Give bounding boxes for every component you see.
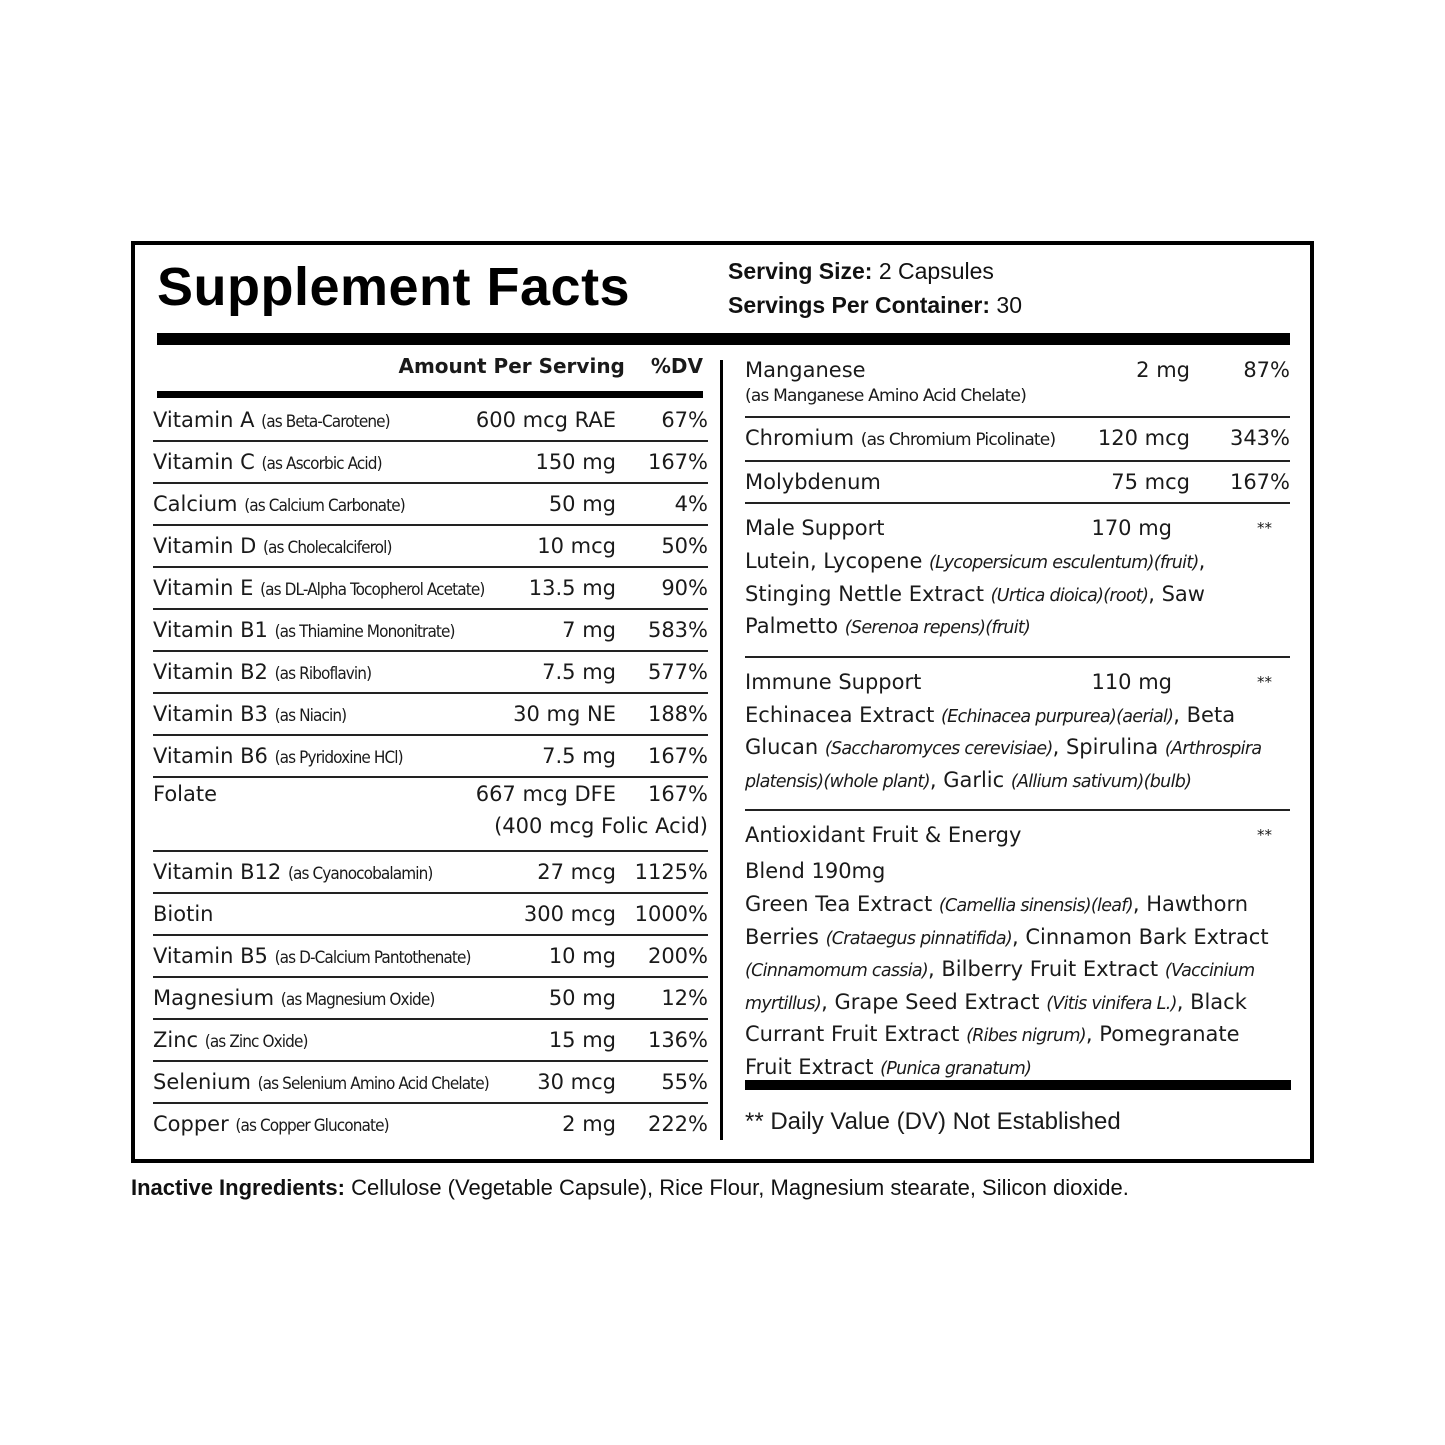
botanical-name: (Vaccinium myrtillus) (745, 961, 1255, 1014)
nutrient-amount: 27 mcg (537, 860, 616, 884)
dv-header: %DV (650, 354, 703, 378)
nutrient-name (153, 852, 537, 894)
nutrient-dv: 343% (1229, 426, 1290, 450)
ingredient-name: , Garlic (929, 767, 1011, 792)
botanical-name: (Echinacea purpurea)(aerial) (941, 706, 1174, 727)
nutrient-name (153, 484, 549, 526)
nutrient-amount: 13.5 mg (528, 576, 616, 600)
blend-dv: ** (1257, 826, 1272, 844)
nutrient-amount: 7.5 mg (542, 660, 616, 684)
nutrient-source: (as Calcium Carbonate) (244, 496, 405, 516)
name-text: Vitamin B1 (153, 618, 268, 642)
nutrient-name (153, 568, 529, 610)
blend-name: Immune Support (745, 669, 922, 694)
name-text: Vitamin B12 (153, 860, 282, 884)
nutrient-dv: 50% (661, 534, 708, 558)
nutrient-dv: 1000% (634, 902, 708, 926)
nutrient-name (153, 736, 542, 778)
nutrient-amount: 600 mcg RAE (475, 408, 616, 432)
column-divider (720, 360, 723, 1140)
nutrient-name (153, 526, 537, 568)
nutrient-row (153, 400, 708, 442)
nutrient-name: Manganese (745, 358, 866, 382)
nutrient-row (153, 526, 708, 568)
name-text: Chromium (745, 426, 855, 450)
nutrient-amount: 50 mg (548, 492, 616, 516)
nutrient-dv: 55% (661, 1070, 708, 1094)
nutrient-row (745, 462, 1290, 504)
nutrient-source: (as Niacin) (274, 706, 347, 726)
nutrient-name (153, 978, 549, 1020)
nutrient-name (153, 1062, 537, 1104)
name-text: Calcium (153, 492, 238, 516)
ingredient-name: , Grape Seed Extract (821, 989, 1047, 1014)
nutrient-row (745, 418, 1290, 462)
nutrient-row (153, 442, 708, 484)
botanical-name: (Vitis vinifera L.) (1046, 993, 1177, 1014)
name-text: Vitamin C (153, 450, 255, 474)
nutrient-dv: 222% (647, 1112, 708, 1136)
amount-header: Amount Per Serving (398, 354, 625, 378)
nutrient-row (153, 978, 708, 1020)
ingredient-name: , Hawthorn Berries (745, 892, 1249, 949)
nutrient-row (153, 484, 708, 526)
nutrient-row (153, 694, 708, 736)
nutrient-dv: 136% (647, 1028, 708, 1052)
botanical-name: (Saccharomyces cerevisiae) (824, 739, 1053, 759)
nutrient-source: (as Pyridoxine HCl) (274, 748, 403, 768)
ingredient-name: Green Tea Extract (745, 892, 939, 916)
nutrient-row (153, 778, 708, 852)
nutrient-source: (as Beta-Carotene) (261, 412, 390, 432)
ingredient-name: , Spirulina (1052, 735, 1165, 759)
nutrient-dv: 90% (661, 576, 708, 600)
nutrient-amount: 2 mg (562, 1112, 616, 1136)
amount-line (408, 778, 708, 810)
nutrient-table (153, 400, 708, 1144)
nutrient-source: (as Zinc Oxide) (204, 1032, 308, 1052)
nutrient-amount: 30 mg NE (513, 702, 616, 726)
nutrient-dv: 1125% (634, 860, 708, 884)
nutrient-amount: 2 mg (1136, 358, 1190, 382)
name-text: Selenium (153, 1070, 251, 1094)
nutrient-name (153, 694, 513, 736)
nutrient-dv: 4% (674, 492, 708, 516)
nutrient-amount: 50 mg (548, 986, 616, 1010)
nutrient-row (745, 352, 1290, 388)
nutrient-name (745, 418, 1080, 460)
blend-dv: ** (1257, 519, 1272, 537)
nutrient-amount: 10 mg (548, 944, 616, 968)
nutrient-source: (as D-Calcium Pantothenate) (274, 948, 471, 968)
blend-block (745, 811, 1290, 1084)
ingredient-name: , Pomegranate Fruit Extract (745, 1022, 1240, 1079)
ingredient-name: , Black Currant Fruit Extract (745, 989, 1247, 1046)
name-text: Copper (153, 1112, 229, 1136)
nutrient-amount: 75 mcg (1111, 470, 1190, 494)
nutrient-row (153, 894, 708, 936)
inactive-label: Inactive Ingredients: (131, 1175, 345, 1200)
nutrient-amount: 10 mcg (537, 534, 616, 558)
nutrient-name (153, 778, 408, 810)
ingredient-name: , Beta Glucan (745, 702, 1236, 759)
nutrient-name (153, 894, 524, 934)
nutrient-name (153, 442, 535, 484)
nutrient-amount: 7.5 mg (542, 744, 616, 768)
name-text: Vitamin B6 (153, 744, 268, 768)
divider-bar (745, 1080, 1291, 1090)
botanical-name: (Serenoa repens)(fruit) (844, 618, 1031, 638)
nutrient-name (153, 652, 542, 694)
nutrient-dv: 12% (661, 986, 708, 1010)
nutrient-row (153, 1062, 708, 1104)
nutrient-amount: 150 mg (535, 450, 616, 474)
botanical-name: (Lycopersicum esculentum)(fruit) (929, 553, 1199, 573)
blend-amount (1062, 817, 1172, 889)
blend-dv: ** (1257, 672, 1272, 691)
nutrient-source: (as DL-Alpha Tocopherol Acetate) (260, 580, 485, 600)
divider-bar (157, 333, 1290, 345)
nutrient-row (153, 852, 708, 894)
nutrient-source: (as Cholecalciferol) (262, 538, 392, 558)
name-text: Vitamin E (153, 576, 254, 600)
blend-ingredients (745, 546, 1290, 644)
nutrient-name (153, 1020, 549, 1062)
botanical-name: (Camellia sinensis)(leaf) (938, 896, 1133, 916)
nutrient-amount: 667 mcg DFE (475, 782, 616, 806)
nutrient-source: (as Magnesium Oxide) (280, 990, 435, 1010)
nutrient-dv: 167% (647, 782, 708, 806)
nutrient-source: (as Riboflavin) (274, 664, 372, 684)
ingredient-name: , Stinging Nettle Extract (745, 549, 1206, 606)
nutrient-dv: 200% (647, 944, 708, 968)
nutrient-amount: 30 mcg (537, 1070, 616, 1094)
nutrient-dv: 67% (661, 408, 708, 432)
serving-size-label: Serving Size: (728, 258, 873, 284)
blend-name: Antioxidant Fruit & Energy Blend 190mg (745, 823, 1022, 883)
nutrient-source: (as Chromium Picolinate) (860, 430, 1056, 450)
name-text: Biotin (153, 902, 214, 926)
name-text: Zinc (153, 1028, 199, 1052)
ingredient-name: Echinacea Extract (745, 702, 942, 727)
blend-header (745, 664, 1290, 700)
nutrient-source: (as Copper Gluconate) (235, 1116, 389, 1136)
nutrient-amount: 120 mcg (1097, 426, 1190, 450)
botanical-name: (Urtica dioica)(root) (990, 585, 1149, 606)
nutrient-source: (as Manganese Amino Acid Chelate) (745, 384, 1290, 418)
blend-amount: 110 mg (1091, 669, 1172, 694)
nutrient-amount: 300 mcg (523, 902, 616, 926)
name-text: Folate (153, 782, 218, 806)
blend-ingredients (745, 700, 1290, 798)
botanical-name: (Arthrospira platensis)(whole plant) (745, 739, 1262, 792)
nutrient-row (153, 936, 708, 978)
nutrient-name (153, 610, 562, 652)
nutrient-dv: 583% (647, 618, 708, 642)
nutrient-dv: 167% (1229, 470, 1290, 494)
name-text: Vitamin B2 (153, 660, 268, 684)
blend-ingredients (745, 889, 1290, 1084)
nutrient-dv: 167% (647, 744, 708, 768)
right-column (745, 352, 1290, 1084)
nutrient-name (153, 1104, 562, 1146)
nutrient-dv: 188% (647, 702, 708, 726)
blend-amount: 170 mg (1091, 516, 1172, 540)
ingredient-name: Lutein, Lycopene (745, 549, 930, 573)
serving-size-value: 2 Capsules (872, 258, 994, 284)
servings-label: Servings Per Container: (728, 292, 991, 318)
divider-bar (157, 391, 703, 398)
nutrient-row (153, 568, 708, 610)
blend-header (745, 817, 1290, 889)
name-text: Magnesium (153, 986, 275, 1010)
nutrient-row (153, 1104, 708, 1144)
amount-block (408, 778, 708, 842)
servings-per-container (728, 292, 1022, 319)
nutrient-source: (as Selenium Amino Acid Chelate) (257, 1074, 489, 1094)
name-text: Vitamin D (153, 534, 257, 558)
nutrient-dv: 167% (647, 450, 708, 474)
nutrient-name (153, 936, 549, 978)
inactive-value: Cellulose (Vegetable Capsule), Rice Flour, Magnesium stearate, Silicon dioxide. (344, 1175, 1129, 1200)
nutrient-amount: 15 mg (548, 1028, 616, 1052)
name-text: Vitamin B3 (153, 702, 268, 726)
blend-block (745, 504, 1290, 658)
blend-name: Male Support (745, 516, 885, 540)
name-text: Vitamin B5 (153, 944, 268, 968)
ingredient-name: , Saw Palmetto (745, 581, 1205, 638)
nutrient-name: Molybdenum (745, 470, 881, 494)
ingredient-name: , Bilberry Fruit Extract (928, 957, 1165, 981)
nutrient-dv: 87% (1243, 358, 1290, 382)
nutrient-source: (as Cyanocobalamin) (287, 864, 433, 884)
nutrient-dv: 577% (647, 660, 708, 684)
ingredient-name: , Cinnamon Bark Extract (1012, 924, 1269, 949)
botanical-name: (Crataegus pinnatifida) (825, 928, 1012, 949)
botanical-name: (Ribes nigrum) (966, 1026, 1086, 1046)
botanical-name: (Punica granatum) (880, 1058, 1032, 1079)
servings-value: 30 (990, 292, 1023, 318)
botanical-name: (Allium sativum)(bulb) (1010, 771, 1192, 792)
nutrient-name (153, 400, 476, 442)
serving-size (728, 258, 994, 285)
nutrient-source: (as Ascorbic Acid) (261, 454, 382, 474)
name-text: Vitamin A (153, 408, 255, 432)
botanical-name: (Cinnamomum cassia) (745, 961, 929, 981)
nutrient-row (153, 652, 708, 694)
nutrient-source: (as Thiamine Mononitrate) (274, 622, 455, 642)
panel-title: Supplement Facts (157, 257, 631, 317)
footnote: ** Daily Value (DV) Not Established (745, 1108, 1121, 1135)
nutrient-row (153, 610, 708, 652)
blend-block (745, 658, 1290, 812)
column-header (157, 354, 703, 378)
nutrient-amount: 7 mg (562, 618, 616, 642)
inactive-ingredients (131, 1175, 1129, 1201)
nutrient-row (153, 736, 708, 778)
nutrient-row (153, 1020, 708, 1062)
blend-header (745, 510, 1290, 546)
nutrient-amount-note: (400 mcg Folic Acid) (494, 814, 708, 838)
